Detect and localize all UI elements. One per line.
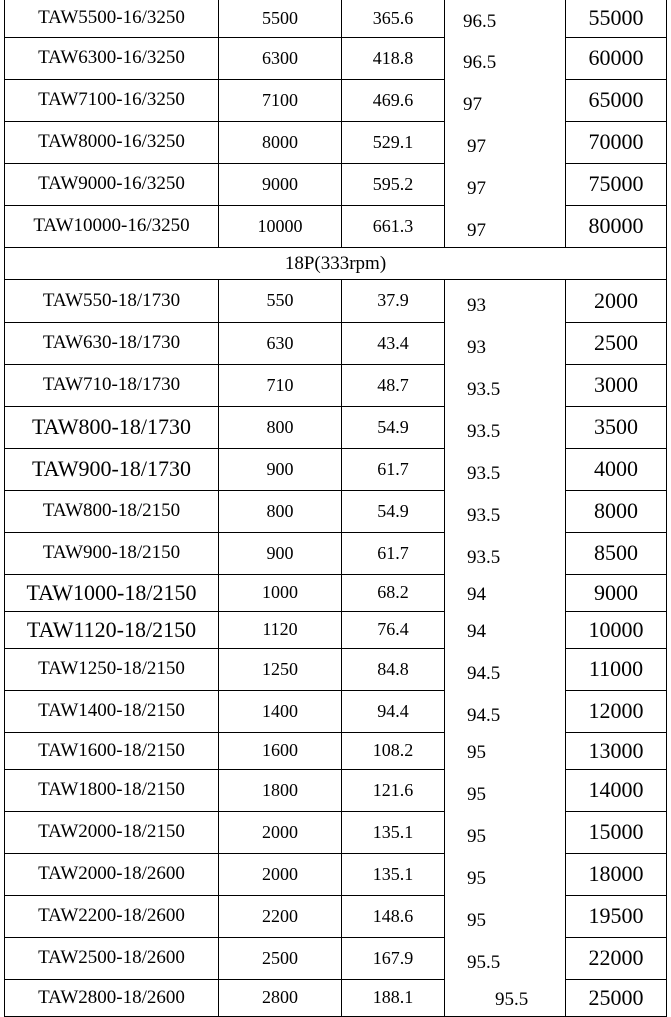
power-cell: 630 [219, 322, 342, 364]
price-cell: 10000 [566, 611, 667, 648]
current-cell: 148.6 [342, 895, 445, 937]
efficiency-cell: 93.5 [445, 406, 566, 448]
price-cell: 2500 [566, 322, 667, 364]
table-row [5, 448, 667, 490]
table-row [5, 205, 667, 248]
price-cell: 13000 [566, 732, 667, 769]
table-row [5, 574, 667, 611]
model-cell: TAW900-18/1730 [5, 448, 219, 490]
model-cell: TAW2000-18/2600 [5, 853, 219, 895]
price-cell: 4000 [566, 448, 667, 490]
price-cell: 19500 [566, 895, 667, 937]
table-row [5, 121, 667, 163]
model-cell: TAW900-18/2150 [5, 532, 219, 574]
power-cell: 1120 [219, 611, 342, 648]
efficiency-cell: 93.5 [445, 448, 566, 490]
table-row [5, 0, 667, 37]
price-cell: 11000 [566, 648, 667, 690]
model-cell: TAW2200-18/2600 [5, 895, 219, 937]
model-cell: TAW1800-18/2150 [5, 769, 219, 811]
power-cell: 5500 [219, 0, 342, 37]
current-cell: 43.4 [342, 322, 445, 364]
efficiency-cell: 95.5 [445, 979, 566, 1017]
price-cell: 8500 [566, 532, 667, 574]
model-cell: TAW6300-16/3250 [5, 37, 219, 79]
current-cell: 121.6 [342, 769, 445, 811]
model-cell: TAW5500-16/3250 [5, 0, 219, 37]
power-cell: 800 [219, 490, 342, 532]
current-cell: 469.6 [342, 79, 445, 121]
price-cell: 70000 [566, 121, 667, 163]
current-cell: 135.1 [342, 853, 445, 895]
power-cell: 550 [219, 280, 342, 323]
table-row [5, 937, 667, 979]
efficiency-cell: 94.5 [445, 690, 566, 732]
power-cell: 1600 [219, 732, 342, 769]
current-cell: 48.7 [342, 364, 445, 406]
table-row [5, 811, 667, 853]
efficiency-cell: 95 [445, 895, 566, 937]
spec-table [4, 0, 667, 1017]
efficiency-cell: 97 [445, 163, 566, 205]
power-cell: 6300 [219, 37, 342, 79]
current-cell: 84.8 [342, 648, 445, 690]
price-cell: 2000 [566, 280, 667, 323]
price-cell: 55000 [566, 0, 667, 37]
price-cell: 3500 [566, 406, 667, 448]
efficiency-cell: 95 [445, 853, 566, 895]
price-cell: 8000 [566, 490, 667, 532]
table-row [5, 769, 667, 811]
efficiency-cell: 96.5 [445, 0, 566, 37]
table-row [5, 690, 667, 732]
current-cell: 595.2 [342, 163, 445, 205]
price-cell: 60000 [566, 37, 667, 79]
model-cell: TAW2000-18/2150 [5, 811, 219, 853]
power-cell: 1400 [219, 690, 342, 732]
model-cell: TAW1250-18/2150 [5, 648, 219, 690]
price-cell: 80000 [566, 205, 667, 248]
price-cell: 3000 [566, 364, 667, 406]
current-cell: 188.1 [342, 979, 445, 1017]
efficiency-cell: 97 [445, 79, 566, 121]
model-cell: TAW800-18/1730 [5, 406, 219, 448]
model-cell: TAW7100-16/3250 [5, 79, 219, 121]
price-cell: 65000 [566, 79, 667, 121]
current-cell: 135.1 [342, 811, 445, 853]
efficiency-cell: 95 [445, 769, 566, 811]
efficiency-cell: 97 [445, 205, 566, 248]
current-cell: 68.2 [342, 574, 445, 611]
table-row [5, 732, 667, 769]
table-row [5, 532, 667, 574]
power-cell: 2500 [219, 937, 342, 979]
table-row [5, 979, 667, 1017]
table-row [5, 79, 667, 121]
power-cell: 2000 [219, 853, 342, 895]
table-row [5, 406, 667, 448]
efficiency-cell: 96.5 [445, 37, 566, 79]
current-cell: 661.3 [342, 205, 445, 248]
price-cell: 14000 [566, 769, 667, 811]
power-cell: 900 [219, 448, 342, 490]
efficiency-cell: 93 [445, 280, 566, 323]
price-cell: 25000 [566, 979, 667, 1017]
table-row [5, 648, 667, 690]
power-cell: 8000 [219, 121, 342, 163]
power-cell: 1250 [219, 648, 342, 690]
model-cell: TAW550-18/1730 [5, 280, 219, 323]
table-row [5, 163, 667, 205]
model-cell: TAW1600-18/2150 [5, 732, 219, 769]
current-cell: 61.7 [342, 448, 445, 490]
model-cell: TAW10000-16/3250 [5, 205, 219, 248]
power-cell: 2000 [219, 811, 342, 853]
efficiency-cell: 95.5 [445, 937, 566, 979]
power-cell: 9000 [219, 163, 342, 205]
table-row [5, 490, 667, 532]
current-cell: 61.7 [342, 532, 445, 574]
section-label: 18P(333rpm) [5, 248, 667, 280]
table-row [5, 853, 667, 895]
price-cell: 18000 [566, 853, 667, 895]
efficiency-cell: 97 [445, 121, 566, 163]
current-cell: 418.8 [342, 37, 445, 79]
price-cell: 75000 [566, 163, 667, 205]
current-cell: 94.4 [342, 690, 445, 732]
power-cell: 10000 [219, 205, 342, 248]
efficiency-cell: 95 [445, 811, 566, 853]
model-cell: TAW1000-18/2150 [5, 574, 219, 611]
power-cell: 710 [219, 364, 342, 406]
model-cell: TAW710-18/1730 [5, 364, 219, 406]
table-row [5, 322, 667, 364]
model-cell: TAW1120-18/2150 [5, 611, 219, 648]
price-cell: 15000 [566, 811, 667, 853]
model-cell: TAW630-18/1730 [5, 322, 219, 364]
current-cell: 167.9 [342, 937, 445, 979]
table-row [5, 37, 667, 79]
price-cell: 12000 [566, 690, 667, 732]
current-cell: 365.6 [342, 0, 445, 37]
power-cell: 1000 [219, 574, 342, 611]
table-row [5, 611, 667, 648]
current-cell: 76.4 [342, 611, 445, 648]
current-cell: 37.9 [342, 280, 445, 323]
power-cell: 2200 [219, 895, 342, 937]
efficiency-cell: 94.5 [445, 648, 566, 690]
price-cell: 22000 [566, 937, 667, 979]
model-cell: TAW2800-18/2600 [5, 979, 219, 1017]
model-cell: TAW9000-16/3250 [5, 163, 219, 205]
efficiency-cell: 95 [445, 732, 566, 769]
model-cell: TAW2500-18/2600 [5, 937, 219, 979]
efficiency-cell: 93.5 [445, 532, 566, 574]
current-cell: 54.9 [342, 490, 445, 532]
power-cell: 800 [219, 406, 342, 448]
efficiency-cell: 94 [445, 611, 566, 648]
spec-table-body [5, 0, 667, 1017]
power-cell: 900 [219, 532, 342, 574]
model-cell: TAW1400-18/2150 [5, 690, 219, 732]
power-cell: 1800 [219, 769, 342, 811]
power-cell: 7100 [219, 79, 342, 121]
current-cell: 529.1 [342, 121, 445, 163]
table-row [5, 364, 667, 406]
power-cell: 2800 [219, 979, 342, 1017]
efficiency-cell: 93 [445, 322, 566, 364]
model-cell: TAW8000-16/3250 [5, 121, 219, 163]
efficiency-cell: 93.5 [445, 490, 566, 532]
price-cell: 9000 [566, 574, 667, 611]
table-row [5, 280, 667, 323]
table-row [5, 895, 667, 937]
current-cell: 108.2 [342, 732, 445, 769]
section-header-row [5, 248, 667, 280]
current-cell: 54.9 [342, 406, 445, 448]
efficiency-cell: 93.5 [445, 364, 566, 406]
model-cell: TAW800-18/2150 [5, 490, 219, 532]
efficiency-cell: 94 [445, 574, 566, 611]
